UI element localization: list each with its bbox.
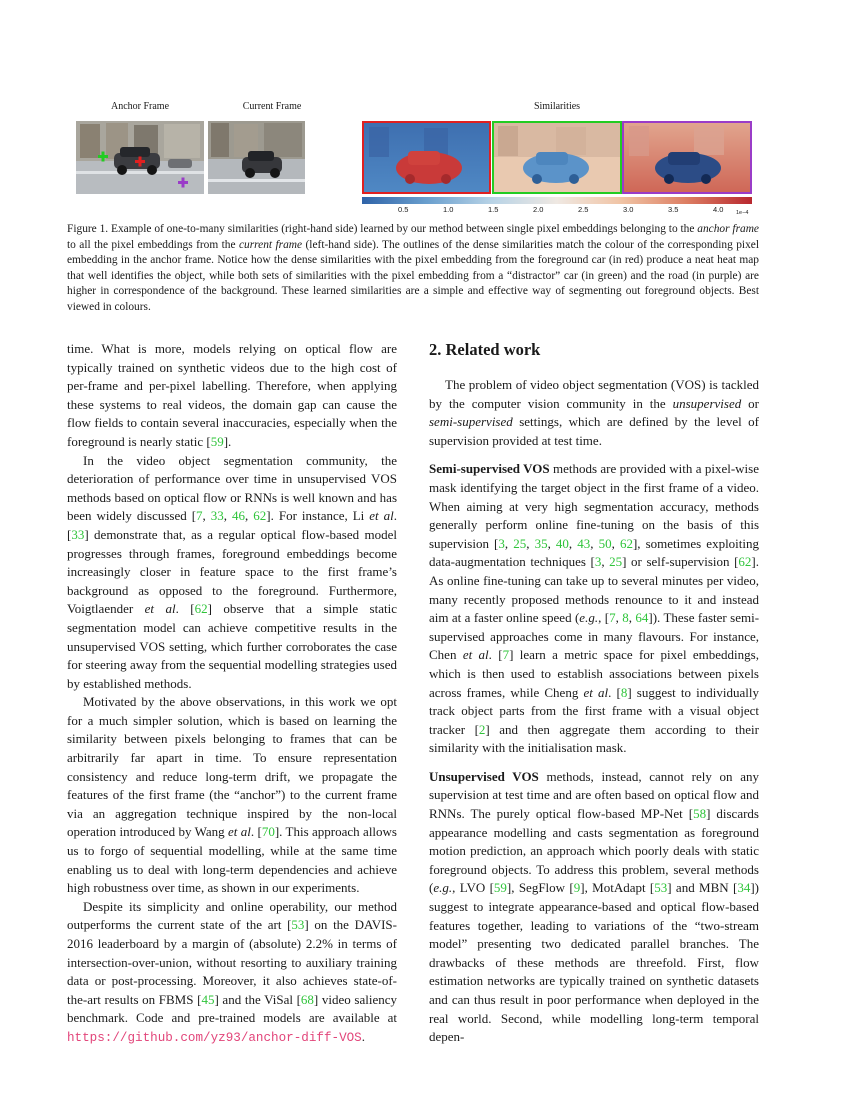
citation-link[interactable]: 8 bbox=[622, 610, 629, 626]
current-frame-label: Current Frame bbox=[242, 101, 302, 112]
right-column bbox=[429, 340, 759, 1047]
colorbar-tick: 3.0 bbox=[623, 205, 634, 214]
colorbar-tick: 3.5 bbox=[668, 205, 679, 214]
citation-link[interactable]: 25 bbox=[609, 554, 623, 570]
citation-link[interactable]: 53 bbox=[654, 880, 668, 896]
citation-link[interactable]: 9 bbox=[573, 880, 581, 896]
citation-link[interactable]: 25 bbox=[513, 535, 527, 551]
paragraph: Semi-supervised VOS methods are provided with a pixel-wise mask identifying the target object in the first frame of a video. When aiming at very high segmentation accuracy, methods generally perform online fine-tuning on the basis of this supervision [3, 25, 35, 40, 43, 50, 62], sometimes exploiting data-augmentation techniques [3, 25] or self-supervision [62]. As online fine-tuning can take up to several minutes per video, many recently proposed methods renounce to it and instead aim at a faster online speed (e.g., [7, 8, 64]). These faster semi-supervised approaches come in many flavours. For instance, Chen et al. [7] learn a metric space for pixel embeddings, which is then used to establish associations between pixels across frames, while Cheng et al. [8] suggest to individually track object parts from the first frame with a visual object tracker [2] and then aggregate them according to their similarity with the initialisation mask. bbox=[429, 461, 760, 756]
citation-link[interactable]: 68 bbox=[300, 991, 314, 1007]
citation-link[interactable]: 33 bbox=[71, 526, 85, 542]
paragraph: In the video object segmentation community, the deterioration of performance over time in unsupervised VOS methods based on optical flow or RNNs is well known and has been widely discussed [7, 33, 46, 62]. For instance, Li et al. [33] demonstrate that, as a regular optical flow-based model progresses through frames, foreground embeddings become increasingly closer in feature space to the first frame’s background as opposed to the foreground. Furthermore, Voigtlaender et al. [62] observe that a simple static segmentation model can achieve competitive results in the unsupervised VOS setting, which further corroborates the case for steering away from the sequential modelling strategies used by established methods. bbox=[67, 452, 398, 691]
paragraph: Unsupervised VOS methods, instead, cannot rely on any supervision at test time and are often based on optical flow and RNNs. The purely optical flow-based MP-Net [58] discards appearance modelling and casts segmentation as foreground motion prediction, an approach which poorly deals with static foreground objects. To address this problem, several methods (e.g., LVO [59], SegFlow [9], MotAdapt [53] and MBN [34]) suggest to integrate appearance-based and optical flow-based features together, leading to variations of the “two-stream model” presenting two dedicated parallel branches. The drawbacks of these methods are threefold. First, flow estimation networks are typically trained on synthetic datasets and can thus result in poor performance when deployed in the real world. Second, while modelling long-term temporal depen- bbox=[429, 768, 759, 1045]
citation-link[interactable]: 46 bbox=[232, 508, 246, 524]
citation-link[interactable]: 53 bbox=[291, 917, 305, 933]
citation-link[interactable]: 62 bbox=[619, 535, 633, 551]
colorbar-tick: 1.5 bbox=[488, 205, 499, 214]
similarity-colorbar bbox=[362, 197, 752, 204]
paragraph: time. What is more, models relying on optical flow are typically trained on synthetic videos due to the high cost of per-frame and per-pixel labelling. Therefore, when applying these systems to real videos, the domain gap can cause the flow fields to contain several inaccuracies, especially when the foreground is nearly static [59]. bbox=[67, 341, 397, 449]
citation-link[interactable]: 70 bbox=[261, 824, 275, 840]
anchor-frame-label: Anchor Frame bbox=[110, 101, 170, 112]
figure-caption: Figure 1. Example of one-to-many similarities (right-hand side) learned by our method between single pixel embeddings belonging to the anchor frame to all the pixel embeddings from the current frame (left-hand side). The outlines of the dense similarities match the colour of the corresponding pixel embedding in the anchor frame. Notice how the dense similarities with the pixel embedding from the foreground car (in red) produce a neat heat map that well identifies the object, while both sets of similarities with the pixel embedding from a “distractor” car (in green) and the road (in purple) are higher in correspondence of the background. These learned similarities are a simple and effective way of segmenting out foreground objects. Best viewed in colours. bbox=[67, 223, 759, 313]
citation-link[interactable]: 7 bbox=[502, 647, 510, 663]
left-column bbox=[67, 340, 397, 1048]
citation-link[interactable]: 43 bbox=[577, 535, 591, 551]
citation-link[interactable]: 58 bbox=[693, 806, 707, 822]
colorbar-tick: 4.0 bbox=[713, 205, 724, 214]
similarity-map-red bbox=[362, 121, 491, 194]
citation-link[interactable]: 8 bbox=[620, 684, 628, 700]
citation-link[interactable]: 2 bbox=[478, 721, 486, 737]
code-url-link[interactable]: https://github.com/yz93/anchor-diff-VOS bbox=[67, 1030, 362, 1045]
colorbar-tick: 2.0 bbox=[533, 205, 544, 214]
colorbar-tick: 1.0 bbox=[443, 205, 454, 214]
citation-link[interactable]: 62 bbox=[253, 508, 267, 524]
citation-link[interactable]: 45 bbox=[201, 991, 215, 1007]
citation-link[interactable]: 7 bbox=[609, 610, 616, 626]
similarity-map-purple bbox=[622, 121, 752, 194]
paragraph: The problem of video object segmentation (VOS) is tackled by the computer vision community in the unsupervised or semi-supervised settings, which are defined by the level of supervision provided at test time. bbox=[429, 377, 759, 448]
anchor-frame-image bbox=[76, 121, 204, 194]
citation-link[interactable]: 62 bbox=[738, 554, 752, 570]
colorbar-tick: 2.5 bbox=[578, 205, 589, 214]
colorbar-unit: 1e−4 bbox=[736, 210, 749, 216]
section-heading: 2. Related work bbox=[429, 340, 541, 359]
citation-link[interactable]: 7 bbox=[196, 508, 203, 524]
citation-link[interactable]: 64 bbox=[635, 610, 649, 626]
citation-link[interactable]: 40 bbox=[555, 535, 569, 551]
citation-link[interactable]: 35 bbox=[534, 535, 548, 551]
paragraph: Motivated by the above observations, in this work we opt for a much simpler solution, which is based on learning the similarity between pixels belonging to frames that can be arbitrarily far apart in time. To ensure representation consistency and reduce long-term drift, we propagate the features of the first frame (the “anchor”) to the current frame via an aggregation technique inspired by the non-local operation introduced by Wang et al. [70]. This approach allows us to forgo of sequential modelling, while at the same time enabling us to deal with long-term dependencies and achieve high robustness over time, as shown in our experiments. bbox=[67, 694, 397, 896]
citation-link[interactable]: 50 bbox=[598, 535, 612, 551]
citation-link[interactable]: 59 bbox=[210, 433, 224, 449]
citation-link[interactable]: 3 bbox=[594, 554, 602, 570]
colorbar-tick: 0.5 bbox=[398, 205, 409, 214]
current-frame-image bbox=[208, 121, 305, 194]
similarity-map-green bbox=[492, 121, 622, 194]
citation-link[interactable]: 3 bbox=[498, 535, 505, 551]
citation-link[interactable]: 59 bbox=[493, 880, 507, 896]
citation-link[interactable]: 33 bbox=[210, 508, 224, 524]
similarities-label: Similarities bbox=[533, 101, 581, 112]
paragraph: Despite its simplicity and online operability, our method outperforms the current state of the art [53] on the DAVIS-2016 leaderboard by a margin of (absolute) 2.2% in terms of intersection-over-union, without resorting to auxiliary training data or post-processing. Moreover, it also achieves state-of-the-art results on FBMS [45] and the ViSal [68] video saliency benchmark. Code and pre-trained models are available at https://github.com/yz93/anchor-diff-VOS. bbox=[67, 898, 398, 1045]
citation-link[interactable]: 34 bbox=[737, 880, 751, 896]
citation-link[interactable]: 62 bbox=[194, 601, 208, 617]
